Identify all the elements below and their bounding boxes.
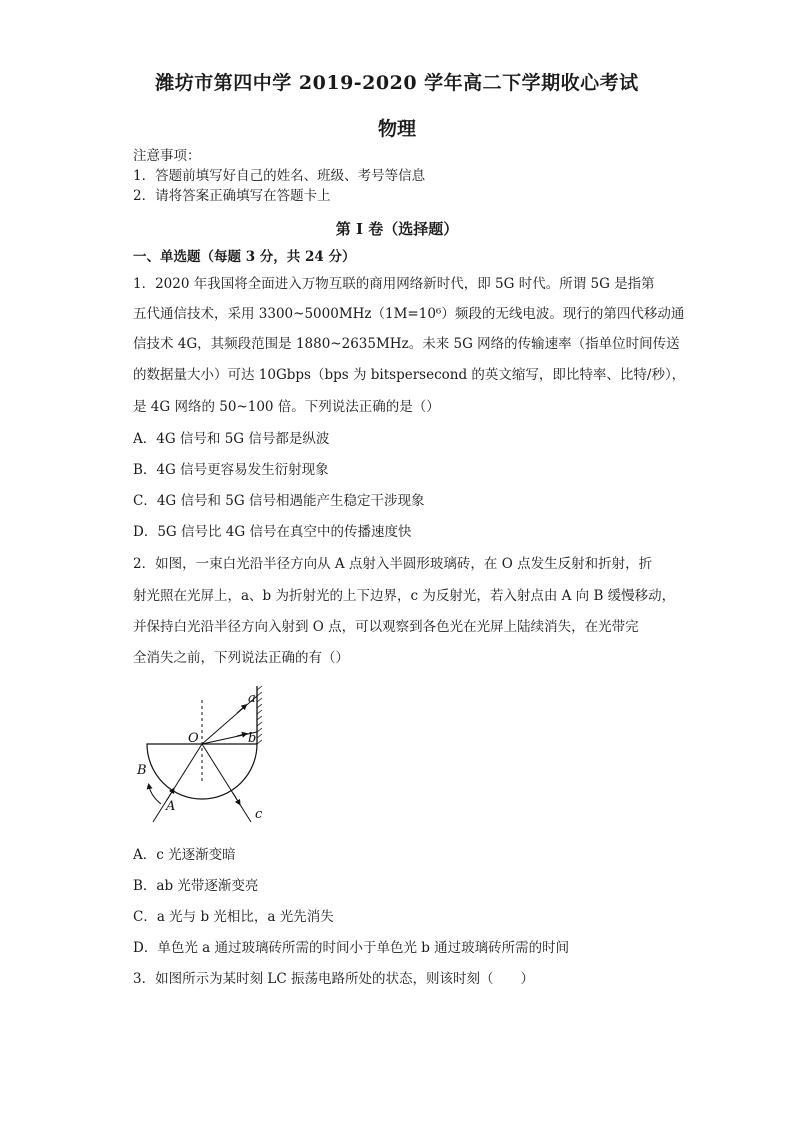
question-2-option-a: A．c 光逐渐变暗 — [133, 847, 236, 863]
light-screen — [257, 686, 262, 744]
question-1-line: 五代通信技术，采用 3300~5000MHz（1M=10⁶）频段的无线电波。现行的第四代移动通 — [133, 306, 685, 322]
label-A: A — [166, 799, 176, 814]
question-2-line: 并保持白光沿半径方向入射到 O 点，可以观察到各色光在光屏上陆续消失，在光带完 — [133, 619, 639, 635]
question-1-line: 的数据量大小）可达 10Gbps（bps 为 bitspersecond 的英文缩写，即比特率、比特/秒）， — [133, 367, 686, 383]
exam-subject: 物理 — [377, 118, 416, 140]
question-1-option-b: B．4G 信号更容易发生衍射现象 — [133, 462, 329, 478]
question-2-line: 全消失之前，下列说法正确的有（） — [133, 650, 349, 666]
label-B: B — [137, 763, 147, 778]
notice-item: 1．答题前填写好自己的姓名、班级、考号等信息 — [133, 168, 426, 184]
notice-item: 2．请将答案正确填写在答题卡上 — [133, 188, 331, 204]
label-O: O — [188, 731, 199, 746]
optics-diagram — [133, 682, 273, 827]
question-1-line: 是 4G 网络的 50~100 倍。下列说法正确的是（） — [133, 399, 440, 415]
section-title: 第 I 卷（选择题） — [335, 220, 459, 238]
question-2-option-d: D．单色光 a 通过玻璃砖所需的时间小于单色光 b 通过玻璃砖所需的时间 — [133, 940, 570, 956]
semicircle-glass — [147, 744, 257, 799]
exam-title: 潍坊市第四中学 2019-2020 学年高二下学期收心考试 — [155, 72, 639, 94]
reflected-ray-c — [202, 744, 251, 822]
question-2-option-b: B．ab 光带逐渐变亮 — [133, 878, 259, 894]
question-1-line: 1．2020 年我国将全面进入万物互联的商用网络新时代，即 5G 时代。所谓 5G 是指第 — [133, 276, 655, 292]
movement-arrow — [149, 786, 161, 804]
question-1-option-d: D．5G 信号比 4G 信号在真空中的传播速度快 — [133, 524, 412, 540]
label-a: a — [248, 691, 256, 706]
question-2-line: 2．如图，一束白光沿半径方向从 A 点射入半圆形玻璃砖，在 O 点发生反射和折射，折 — [133, 556, 653, 572]
question-3-line: 3．如图所示为某时刻 LC 振荡电路所处的状态，则该时刻（ ） — [133, 971, 534, 987]
label-b: b — [248, 731, 257, 746]
incident-ray — [153, 744, 202, 822]
question-1-option-c: C．4G 信号和 5G 信号相遇能产生稳定干涉现象 — [133, 493, 425, 509]
part-title: 一、单选题（每题 3 分，共 24 分） — [133, 249, 356, 265]
question-1-option-a: A．4G 信号和 5G 信号都是纵波 — [133, 431, 330, 447]
question-2-option-c: C．a 光与 b 光相比，a 光先消失 — [133, 909, 334, 925]
label-c: c — [255, 807, 263, 822]
notice-heading: 注意事项： — [133, 148, 201, 164]
question-1-line: 信技术 4G，其频段范围是 1880~2635MHz。未来 5G 网络的传输速率（指单位时间传送 — [133, 336, 680, 352]
question-2-line: 射光照在光屏上，a、b 为折射光的上下边界，c 为反射光，若入射点由 A 向 B 缓慢移动， — [133, 588, 676, 604]
